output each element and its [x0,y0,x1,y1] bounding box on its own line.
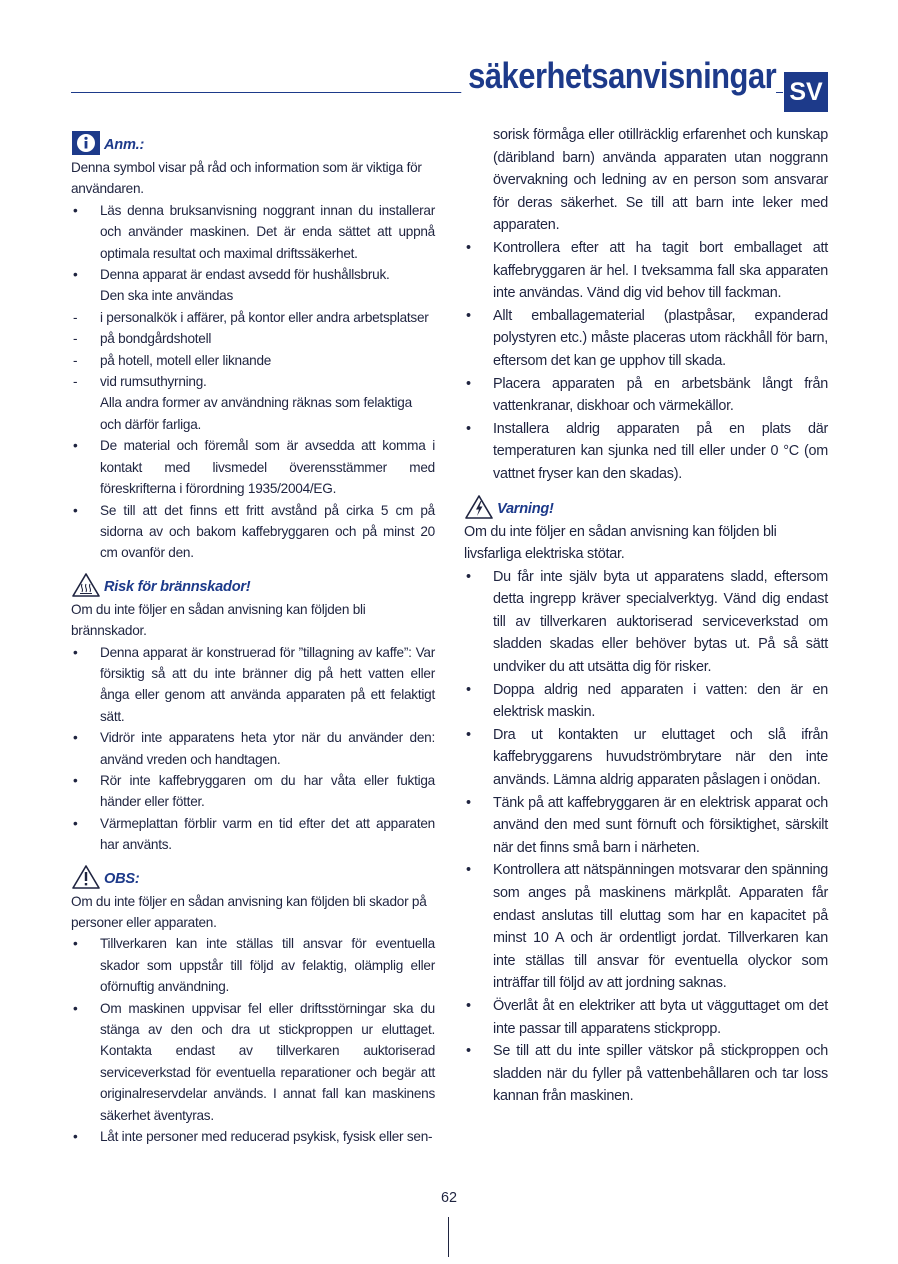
hot-surface-warning-icon [71,572,101,598]
caution-icon [71,864,101,890]
list-item [71,813,435,856]
continuation-text: sorisk förmåga eller otillräcklig erfarenhet och kunskap (däribland barn) använda apparaten utan noggrann övervakning och ledning av en person som ansvarar för deras säkerhet. Se till att barn inte leker med apparaten. [493,127,828,234]
bullet-marker: • [73,644,78,660]
bullet-marker: • [73,936,78,952]
burn-intro: Om du inte följer en sådan anvisning kan följden bli brännskador. [71,601,366,639]
bullet-marker: • [466,726,471,743]
list-item [71,307,435,328]
bullet-marker: • [73,438,78,454]
warning-bullet-2: Doppa aldrig ned apparaten i vatten: den är en elektrisk maskin. [493,681,828,721]
usage-dash-2: på bondgårdshotell [100,331,212,347]
warning-title: Varning! [497,500,554,517]
bullet-marker: • [73,772,78,788]
language-badge: SV [784,72,828,112]
bullet-marker: • [73,502,78,518]
obs-intro: Om du inte följer en sådan anvisning kan följden bli skador på personer eller apparaten. [71,893,427,930]
dash-marker: - [73,331,78,347]
page-title: säkerhetsanvisningar [461,54,776,98]
list-item [71,500,435,564]
right-bullet-3: Placera apparaten på en arbetsbänk långt från vattenkranar, diskhoar och värmekällor. [493,375,828,415]
dash-marker: - [73,374,78,390]
usage-intro: Den ska inte användas [100,288,234,304]
list-item [71,328,435,349]
list-item [464,724,828,792]
note-bullet-1: Läs denna bruksanvisning noggrant innan du installerar och använder maskinen. Det är enda sättet att uppnå optimala resultat och maximal driftssäkerhet. [100,202,435,261]
note-title: Anm.: [104,137,145,153]
list-item [71,933,435,997]
right-column [464,124,828,1108]
bullet-marker: • [466,681,471,698]
warning-bullet-6: Överlåt åt en elektriker att byta ut vägguttaget om det inte passar till apparatens stickpropp. [493,997,828,1037]
warning-bullet-1: Du får inte själv byta ut apparatens sladd, eftersom detta ingrepp kräver specialverktyg. Vänd dig endast till av tillverkaren auktoriserad serviceverkstad om sladden skadas eller behöver bytas ut. På så sätt undviker du att utsätta dig för risker. [493,568,828,676]
burn-bullet-2: Vidrör inte apparatens heta ytor när du använder den: använd vreden och handtagen. [100,730,435,767]
burn-bullet-3: Rör inte kaffebryggaren om du har våta eller fuktiga händer eller fötter. [100,772,435,810]
burn-title: Risk för brännskador! [104,578,251,595]
obs-bullet-1: Tillverkaren kan inte ställas till ansvar för eventuella skador som uppstår till följd av felaktig, olämplig eller oförnuftig användning. [100,936,435,995]
warning-intro: Om du inte följer en sådan anvisning kan följden bli livsfarliga elektriska stötar. [464,523,777,563]
bullet-marker: • [466,420,471,437]
right-bullet-1: Kontrollera efter att ha tagit bort emballaget att kaffebryggaren är hel. I tveksamma fall ska apparaten inte användas. Vänd dig vid behov till fackman. [493,239,828,302]
usage-outro: Alla andra former av användning räknas som felaktiga och därför farliga. [100,395,412,432]
warning-bullet-7: Se till att du inte spiller vätskor på stickproppen och sladden när du fyller på vattenbehållaren och tar loss kannan från maskinen. [493,1043,828,1105]
burn-heading [71,572,435,598]
list-item [464,305,828,373]
left-column [71,123,435,1147]
note-bullet-3: De material och föremål som är avsedda att komma i kontakt med livsmedel överensstämmer med föreskrifterna i förordning 1935/2004/EG. [100,438,435,497]
bullet-marker: • [73,815,78,831]
bullet-marker: • [466,239,471,256]
bullet-marker: • [466,375,471,392]
list-item [464,566,828,679]
usage-dash-1: i personalkök i affärer, på kontor eller andra arbetsplatser [100,309,429,325]
warning-bullet-5: Kontrollera att nätspänningen motsvarar den spänning som anges på maskinens märkplåt. Apparaten får endast anslutas till eluttag som har en kapacitet på minst 10 A och är ordentligt jordat. Tillverkaren kan inte ställas till ansvar för eventuella olyckor som inträffar till följd av att jordning saknas. [493,862,828,992]
list-item [464,679,828,724]
bullet-marker: • [466,997,471,1014]
dash-marker: - [73,309,78,325]
burn-bullet-1: Denna apparat är konstruerad för ”tillagning av kaffe”: Var försiktig så att du inte bränner dig på hett vatten eller ånga eller genom att använda apparaten på ett felaktigt sätt. [100,644,435,724]
info-icon [71,130,101,156]
obs-bullet-3: Låt inte personer med reducerad psykisk, fysisk eller sen- [100,1129,433,1145]
list-item [464,995,828,1040]
list-item [71,350,435,371]
usage-dash-3: på hotell, motell eller liknande [100,352,272,368]
note-bullet-4: Se till att det finns ett fritt avstånd på cirka 5 cm på sidorna av och bakom kaffebryggaren och på minst 20 cm ovanför den. [100,502,435,561]
page-number: 62 [440,1190,457,1206]
note-heading [71,130,435,156]
bullet-marker: • [73,730,78,746]
list-item [464,792,828,860]
dash-marker: - [73,352,78,368]
bullet-marker: • [466,568,471,585]
bullet-marker: • [73,202,78,218]
list-item [464,237,828,305]
burn-bullet-4: Värmeplattan förblir varm en tid efter det att apparaten har använts. [100,815,435,853]
list-item [71,200,435,264]
bullet-marker: • [466,862,471,879]
list-item [71,435,435,499]
list-item [71,1126,435,1147]
bullet-marker: • [73,1129,78,1145]
warning-heading [464,494,828,520]
list-item [464,1040,828,1108]
note-bullet-2: Denna apparat är endast avsedd för hushållsbruk. [100,267,390,283]
list-item [71,642,435,728]
warning-bullet-4: Tänk på att kaffebryggaren är en elektrisk apparat och använd den med sunt förnuft och försiktighet, särskilt när det finns små barn i närheten. [493,794,828,856]
list-item [71,727,435,770]
bullet-marker: • [73,1000,78,1016]
bullet-marker: • [466,1043,471,1060]
list-item [464,373,828,418]
note-intro: Denna symbol visar på råd och information som är viktiga för användaren. [71,160,422,197]
usage-dash-4: vid rumsuthyrning. [100,374,207,390]
list-item [71,264,435,285]
obs-heading [71,864,435,890]
bullet-marker: • [466,307,471,324]
right-bullet-2: Allt emballagematerial (plastpåsar, expanderad polystyren etc.) måste placeras utom räckhåll för barn, eftersom det kan ge upphov till skada. [493,307,828,369]
footer-rule [448,1217,449,1257]
list-item [464,859,828,995]
obs-title: OBS: [104,870,140,887]
list-item [464,418,828,486]
bullet-marker: • [73,267,78,283]
bullet-marker: • [466,794,471,811]
list-item [71,371,435,392]
obs-bullet-2: Om maskinen uppvisar fel eller driftsstörningar ska du stänga av den och dra ut stickproppen ur eluttaget. Kontakta endast av tillverkaren auktoriserad serviceverkstad för eventuella reparationer och begär att originalreservdelar används. I annat fall kan maskinens säkerhet äventyras. [100,1000,435,1123]
right-bullet-4: Installera aldrig apparaten på en plats där temperaturen kan sjunka ned till eller under 0 °C (om vattnet fryser kan den skadas). [493,420,828,482]
list-item [71,770,435,813]
warning-bullet-3: Dra ut kontakten ur eluttaget och slå ifrån kaffebryggarens huvudströmbrytare när den inte används. Lämna aldrig apparaten påslagen i onödan. [493,726,828,789]
electric-shock-warning-icon [464,494,494,520]
list-item [71,998,435,1126]
